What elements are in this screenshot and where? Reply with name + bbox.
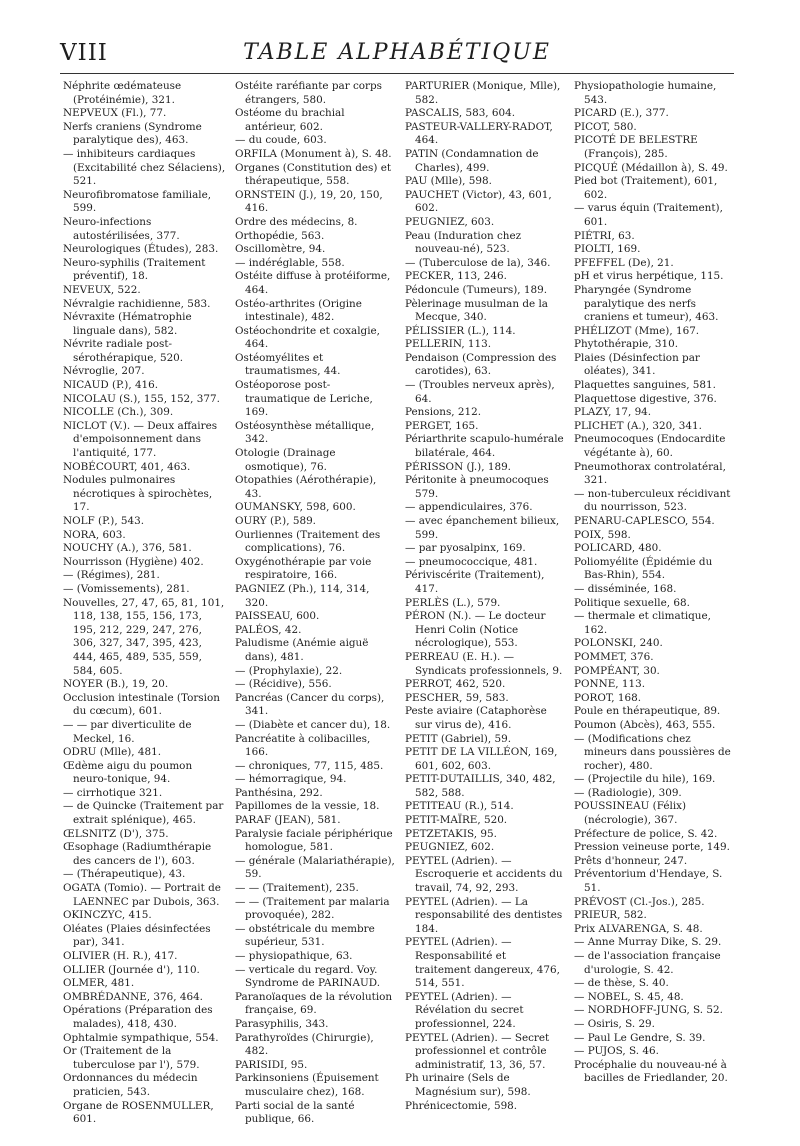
index-entry: NOYER (B.), 19, 20. [63,678,169,691]
index-entry: PERROT, 462, 520. [405,678,506,691]
index-entry: Paralysie faciale périphérique homologue, 581. [235,827,393,854]
index-entry: — de Quincke (Traitement par extrait splénique), 465. [63,800,224,827]
index-entry: — (Troubles nerveux après), 64. [405,379,555,405]
index-column-2 [235,80,395,1127]
index-entry: PASTEUR-VALLERY-RADOT, 464. [405,120,553,147]
index-entry: PÉRISSON (J.), 189. [405,460,511,473]
page-title: TABLE ALPHABÉTIQUE [243,40,551,65]
index-entry: — NORDHOFF-JUNG, S. 52. [574,1004,723,1017]
index-entry: NOBÉCOURT, 401, 463. [63,460,191,473]
index-entry: Peste aviaire (Cataphorèse sur virus de), 416. [405,705,547,731]
index-entry: PONNE, 113. [574,678,646,691]
index-entry: PLAZY, 17, 94. [574,406,652,419]
index-entry: — hémorragique, 94. [235,773,347,786]
index-entry: PETIT DE LA VILLÉON, 169, 601, 602, 603. [405,746,558,772]
index-entry: Phrénicectomie, 598. [405,1099,518,1112]
index-entry: PICARD (E.), 377. [574,107,669,120]
index-entry: PATIN (Condamnation de Charles), 499. [405,147,539,174]
index-entry: Ostéochondrite et coxalgie, 464. [235,324,380,351]
index-entry: Occlusion intestinale (Torsion du cœcum), 601. [63,691,220,718]
index-entry: Périviscérite (Traitement), 417. [405,569,545,595]
index-entry: Otopathies (Aérothérapie), 43. [235,474,377,500]
index-entry: Oscillomètre, 94. [235,243,326,256]
index-entry: — par pyosalpinx, 169. [405,542,526,555]
index-entry: PÉRON (N.). — Le docteur Henri Colin (Notice nécrologique), 553. [405,610,546,650]
index-entry: Préfecture de police, S. 42. [574,827,718,840]
index-entry: Pied bot (Traitement), 601, 602. [574,175,718,201]
index-entry: Pensions, 212. [405,406,482,419]
index-entry: Parasyphilis, 343. [235,1017,329,1030]
index-entry: PEYTEL (Adrien). — Responsabilité et traitement dangereux, 476, 514, 551. [405,936,560,990]
index-entry: — (Vomissements), 281. [63,582,190,595]
index-entry: — varus équin (Traitement), 601. [574,202,723,228]
index-entry: — (Diabète et cancer du), 18. [235,718,391,731]
index-entry: Oléates (Plaies désinfectées par), 341. [63,922,211,949]
page-number: VIII [60,40,108,66]
index-entry: — (Radiologie), 309. [574,786,682,799]
index-entry: — Paul Le Gendre, S. 39. [574,1031,706,1044]
index-entry: Névroglie, 207. [63,365,145,378]
index-entry: OLLIER (Journée d'), 110. [63,963,200,976]
index-entry: Prêts d'honneur, 247. [574,854,688,867]
index-entry: — non-tuberculeux récidivant du nourrisson, 523. [574,487,731,514]
index-entry: PICOT, 580. [574,120,637,133]
index-entry: OUMANSKY, 598, 600. [235,501,356,514]
index-entry: — (Prophylaxie), 22. [235,664,343,677]
index-entry: NOUCHY (A.), 376, 581. [63,542,192,555]
index-entry: Parti social de la santé publique, 66. [235,1099,355,1126]
index-entry: Ostéite diffuse à protéiforme, 464. [235,270,391,296]
index-entry: PALÉOS, 42. [235,623,302,636]
index-entry: — Anne Murray Dike, S. 29. [574,936,722,949]
index-entry: PEUGNIEZ, 603. [405,215,495,228]
index-entry: OGATA (Tomio). — Portrait de LAENNEC par Dubois, 363. [63,882,221,908]
index-entry: PRIEUR, 582. [574,909,647,922]
index-entry: NEPVEUX (Fl.), 77. [63,107,167,120]
index-entry: PEYTEL (Adrien). — Escroquerie et accidents du travail, 74, 92, 293. [405,854,563,895]
index-entry: Paranoïaques de la révolution française, 69. [235,990,393,1017]
index-entry: — disséminée, 168. [574,582,677,595]
index-entry: PETZETAKIS, 95. [405,827,497,840]
index-entry: Ophtalmie sympathique, 554. [63,1031,219,1044]
index-entry: NICLOT (V.). — Deux affaires d'empoisonnement dans l'antiquité, 177. [63,419,218,460]
index-entry: PERREAU (E. H.). — Syndicats professionnels, 9. [405,650,563,677]
index-entry: NORA, 603. [63,528,126,541]
index-entry: ŒLSNITZ (D'), 375. [63,827,169,840]
index-column-3 [405,80,565,1113]
index-entry: Parkinsoniens (Épuisement musculaire chez), 168. [235,1072,379,1098]
index-column-1 [63,80,226,1127]
index-entry: Péritonite à pneumocoques 579. [405,474,549,500]
index-entry: — inhibiteurs cardiaques (Excitabilité chez Sélaciens), 521. [63,147,226,188]
index-entry: Neuro-infections autostérilisées, 377. [63,215,180,242]
index-entry: Neurologiques (Études), 283. [63,243,219,256]
index-entry: Pancréas (Cancer du corps), 341. [235,691,385,718]
index-column-4 [574,80,734,1086]
index-entry: PARTURIER (Monique, Mlle), 582. [405,80,561,106]
index-entry: PFEFFEL (De), 21. [574,256,674,269]
index-entry: Névraxite (Hématrophie linguale dans), 582. [63,311,192,337]
index-entry: NICOLAU (S.), 155, 152, 377. [63,392,220,405]
index-entry: Œdème aigu du poumon neuro-tonique, 94. [63,759,193,786]
page-header [60,40,734,70]
index-entry: — (Tuberculose de la), 346. [405,256,551,269]
index-entry: Paludisme (Anémie aiguë dans), 481. [235,637,369,663]
index-entry: PELLERIN, 113. [405,338,492,351]
index-entry: — pneumococcique, 481. [405,555,538,568]
index-entry: PENARU-CAPLESCO, 554. [574,515,715,527]
index-entry: PERLÈS (L.), 579. [405,596,501,609]
index-entry: PEYTEL (Adrien). — Secret professionnel et contrôle administratif, 13, 36, 57. [405,1031,550,1071]
index-entry: Nourrisson (Hygiène) 402. [63,555,204,568]
index-entry: Névralgie rachidienne, 583. [63,297,211,310]
index-entry: Organe de ROSENMULLER, 601. [63,1099,214,1126]
index-entry: — cirrhotique 321. [63,786,163,799]
index-entry: OMBRÉDANNE, 376, 464. [63,990,203,1003]
index-entry: Neurofibromatose familiale, 599. [63,188,212,215]
index-entry: PEYTEL (Adrien). — Révélation du secret professionnel, 224. [405,990,524,1030]
index-entry: Pharyngée (Syndrome paralytique des nerfs craniens et tumeur), 463. [574,283,719,324]
index-entry: — du coude, 603. [235,134,327,147]
index-entry: Phytothérapie, 310. [574,338,679,351]
index-entry: PARAF (JEAN), 581. [235,814,341,827]
index-entry: Panthésina, 292. [235,786,323,799]
index-entry: — — (Traitement), 235. [235,882,359,895]
index-entry: — — (Traitement par malaria provoquée), 282. [235,895,390,922]
index-entry: Ourliennes (Traitement des complications), 76. [235,528,381,555]
index-entry: PAU (Mlle), 598. [405,175,492,188]
index-entry: pH et virus herpétique, 115. [574,270,724,283]
index-entry: OLMER, 481. [63,977,135,990]
index-entry: PERGET, 165. [405,419,479,432]
index-entry: PETITEAU (R.), 514. [405,800,514,813]
index-entry: Orthopédie, 563. [235,229,325,242]
index-entry: Otologie (Drainage osmotique), 76. [235,447,336,473]
index-entry: PECKER, 113, 246. [405,270,507,283]
index-entry: Politique sexuelle, 68. [574,596,690,609]
index-entry: Plaquettose digestive, 376. [574,392,717,405]
index-entry: Pression veineuse porte, 149. [574,841,730,854]
index-entry: Physiopathologie humaine, 543. [574,80,717,106]
index-entry: Or (Traitement de la tuberculose par l'), 579. [63,1045,200,1071]
index-entry: Procéphalie du nouveau-né à bacilles de Friedlander, 20. [574,1058,728,1085]
index-entry: — de thèse, S. 40. [574,977,669,990]
index-entry: — chroniques, 77, 115, 485. [235,759,384,772]
index-entry: NEVEUX, 522. [63,283,141,296]
index-entry: Nodules pulmonaires nécrotiques à spirochètes, 17. [63,474,213,514]
index-entry: — appendiculaires, 376. [405,501,533,514]
index-entry: ORNSTEIN (J.), 19, 20, 150, 416. [235,188,383,215]
index-entry: NICAUD (P.), 416. [63,379,159,392]
index-entry: PETIT-DUTAILLIS, 340, 482, 582, 588. [405,773,556,799]
index-entry: Néphrite œdémateuse (Protéinémie), 321. [63,80,182,106]
index-entry: Pancréatite à colibacilles, 166. [235,732,371,759]
index-entry: OKINCZYC, 415. [63,909,152,922]
index-entry: Poule en thérapeutique, 89. [574,705,721,718]
index-entry: PETIT-MAÏRE, 520. [405,814,508,827]
index-entry: ORFILA (Monument à), S. 48. [235,147,392,160]
index-entry: POROT, 168. [574,691,641,704]
index-entry: NOLF (P.), 543. [63,515,145,527]
index-entry: POMPÉANT, 30. [574,664,660,677]
index-entry: — PUJOS, S. 46. [574,1045,659,1058]
index-entry: NICOLLE (Ch.), 309. [63,406,174,419]
index-entry: PIOLTI, 169. [574,243,641,256]
index-entry: — (Projectile du hile), 169. [574,773,716,786]
index-entry: — (Régimes), 281. [63,569,160,582]
index-entry: — (Modifications chez mineurs dans poussières de rocher), 480. [574,732,731,772]
index-entry: Pédoncule (Tumeurs), 189. [405,283,548,296]
index-entry: Ostéome du brachial antérieur, 602. [235,107,345,133]
index-entry: Pendaison (Compression des carotides), 63. [405,351,557,378]
index-entry: Œsophage (Radiumthérapie des cancers de l'), 603. [63,841,212,867]
index-entry: Préventorium d'Hendaye, S. 51. [574,868,723,895]
index-entry: PAUCHET (Victor), 43, 601, 602. [405,188,552,215]
index-entry: OLIVIER (H. R.), 417. [63,950,178,962]
index-entry: ODRU (Mlle), 481. [63,746,162,759]
index-entry: PEUGNIEZ, 602. [405,841,495,854]
index-entry: Pèlerinage musulman de la Mecque, 340. [405,297,548,324]
index-entry: — avec épanchement bilieux, 599. [405,515,560,541]
index-entry: — verticale du regard. Voy. Syndrome de PARINAUD. [235,963,381,990]
index-entry: POLONSKI, 240. [574,637,663,650]
index-entry: Ordonnances du médecin praticien, 543. [63,1072,198,1098]
index-entry: Poumon (Abcès), 463, 555. [574,718,716,731]
index-entry: POUSSINEAU (Félix) (nécrologie), 367. [574,800,687,827]
index-entry: Prix ALVARENGA, S. 48. [574,922,703,935]
index-entry: PAISSEAU, 600. [235,610,320,623]
index-entry: Pneumothorax controlatéral, 321. [574,460,726,487]
index-entry: PASCALIS, 583, 604. [405,107,516,120]
index-entry: — — par diverticulite de Meckel, 16. [63,718,192,745]
index-entry: Nerfs craniens (Syndrome paralytique des), 463. [63,120,202,147]
index-entry: — (Thérapeutique), 43. [63,868,186,881]
index-entry: Plaquettes sanguines, 581. [574,379,716,392]
index-entry: — obstétricale du membre supérieur, 531. [235,922,375,949]
index-entry: Opérations (Préparation des malades), 418, 430. [63,1004,213,1030]
index-entry: Poliomyélite (Épidémie du Bas-Rhin), 554. [574,555,713,582]
index-entry: — thermale et climatique, 162. [574,610,711,636]
index-entry: — de l'association française d'urologie, S. 42. [574,950,721,976]
index-entry: OURY (P.), 589. [235,515,316,527]
index-entry: PAGNIEZ (Ph.), 114, 314, 320. [235,582,370,609]
index-entry: Neuro-syphilis (Traitement préventif), 18. [63,256,206,283]
index-entry: Peau (Induration chez nouveau-né), 523. [405,229,522,256]
index-entry: Ostéite raréfiante par corps étrangers, 580. [235,80,382,106]
index-entry: — physiopathique, 63. [235,950,353,962]
index-entry: Périarthrite scapulo-humérale bilatérale, 464. [405,433,564,460]
index-entry: Parathyroïdes (Chirurgie), 482. [235,1031,374,1058]
index-entry: PARISIDI, 95. [235,1058,308,1071]
index-entry: PEYTEL (Adrien). — La responsabilité des dentistes 184. [405,895,563,935]
index-entry: — NOBEL, S. 45, 48. [574,990,684,1003]
index-entry: Oxygénothérapie par voie respiratoire, 166. [235,555,372,582]
index-entry: PÉLISSIER (L.), 114. [405,324,516,337]
index-entry: Ph urinaire (Sels de Magnésium sur), 598. [405,1072,531,1098]
index-entry: — générale (Malariathérapie), 59. [235,854,395,881]
index-entry: PIÉTRI, 63. [574,229,635,242]
index-entry: — Osiris, S. 29. [574,1017,655,1030]
index-entry: — (Récidive), 556. [235,678,332,691]
index-entry: PRÉVOST (Cl.-Jos.), 285. [574,895,705,908]
index-entry: Ordre des médecins, 8. [235,215,358,228]
index-entry: POMMET, 376. [574,650,654,663]
index-entry: Papillomes de la vessie, 18. [235,800,380,813]
index-entry: Ostéoporose post-traumatique de Leriche, 169. [235,379,373,419]
index-entry: POLICARD, 480. [574,542,662,555]
index-entry: Ostéosynthèse métallique, 342. [235,419,375,446]
index-entry: POIX, 598. [574,528,631,541]
index-entry: Névrite radiale post-sérothérapique, 520. [63,338,184,364]
index-entry: PETIT (Gabriel), 59. [405,732,511,745]
index-entry: PICQUÉ (Médaillon à), S. 49. [574,161,728,174]
index-entry: PESCHER, 59, 583. [405,691,509,704]
index-entry: Nouvelles, 27, 47, 65, 81, 101, 118, 138, 155, 156, 173, 195, 212, 229, 247, 276, 306, 327, 347, 395, 423, 444, 465, 489, 535, 559, 584, 605. [63,596,225,677]
index-entry: PLICHET (A.), 320, 341. [574,419,702,432]
index-entry: Ostéomyélites et traumatismes, 44. [235,351,341,378]
index-entry: PHÉLIZOT (Mme), 167. [574,324,700,337]
header-rule [60,73,734,74]
index-entry: Organes (Constitution des) et thérapeutique, 558. [235,161,392,188]
index-entry: Ostéo-arthrites (Origine intestinale), 482. [235,297,362,324]
index-entry: Plaies (Désinfection par oléates), 341. [574,351,700,378]
index-entry: — indéréglable, 558. [235,256,345,269]
index-entry: Pneumocoques (Endocardite végétante à), 60. [574,433,726,460]
index-entry: PICOTÉ DE BELESTRE (François), 285. [574,134,698,160]
